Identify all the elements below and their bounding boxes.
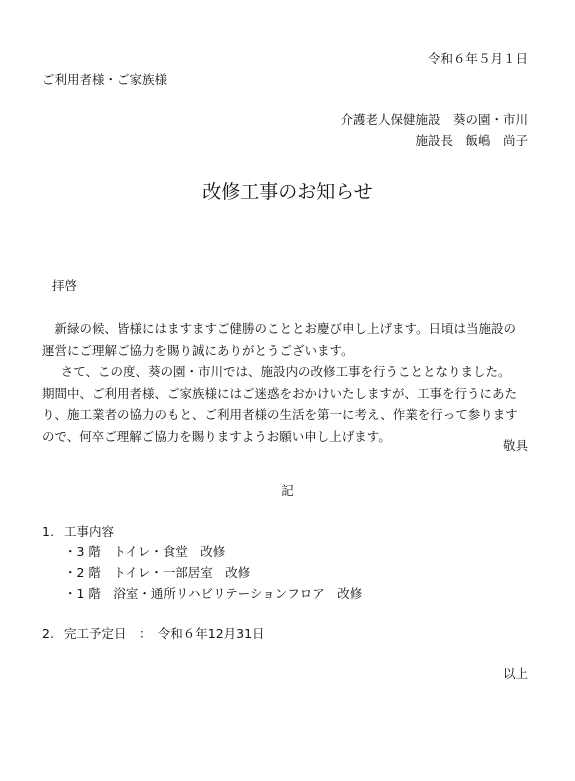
completion-section	[42, 624, 265, 642]
work-section-heading	[42, 522, 114, 540]
body-paragraph-2: さて、この度、葵の園・市川では、施設内の改修工事を行うこととなりました。	[60, 364, 511, 379]
recipient-line: ご利用者様・ご家族様	[42, 72, 168, 87]
completion-date-line: 完工予定日 ： 令和６年12月31日	[64, 626, 265, 641]
body-text	[42, 318, 528, 447]
work-item-floor-1: ・1 階 浴室・通所リハビリテーションフロア 改修	[64, 586, 363, 601]
issue-date: 令和６年５月１日	[427, 51, 528, 66]
end-word: 以上	[502, 666, 528, 681]
work-section-number: 1.	[42, 524, 54, 539]
body-paragraph-1: 新緑の候、皆様にはますますご健勝のこととお慶び申し上げます。日頃は当施設の運営にご理解ご協力を賜り誠にありがとうございます。	[42, 321, 517, 358]
sender-organization: 介護老人保健施設 葵の園・市川	[340, 112, 528, 127]
work-section-title: 工事内容	[64, 524, 115, 539]
sender-person: 施設長 飯嶋 尚子	[415, 133, 528, 148]
work-item-floor-3: ・3 階 トイレ・食堂 改修	[64, 544, 226, 559]
completion-section-number: 2.	[42, 626, 54, 641]
closing-word: 敬具	[502, 438, 528, 453]
work-item-floor-2: ・2 階 トイレ・一部居室 改修	[64, 565, 251, 580]
document-title: 改修工事のお知らせ	[202, 181, 373, 203]
opening-greeting: 拝啓	[52, 278, 78, 293]
ki-heading: 記	[281, 483, 294, 498]
body-paragraph-3: 期間中、ご利用者様、ご家族様にはご迷惑をおかけいたしますが、工事を行うにあたり、施工業者の協力のもと、ご利用者様の生活を第一に考え、作業を行って参りますので、何卒ご理解ご協力を賜りますようお願い申し上げます。	[42, 385, 518, 444]
